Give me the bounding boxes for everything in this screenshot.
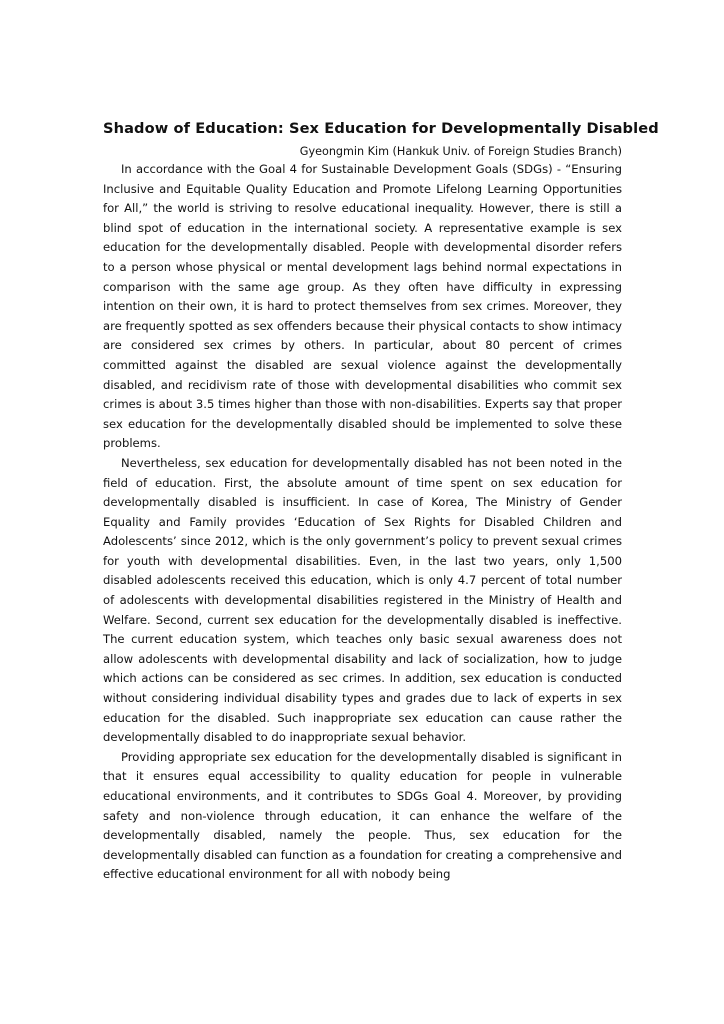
author-line: Gyeongmin Kim (Hankuk Univ. of Foreign Studies Branch) <box>299 145 622 158</box>
body-paragraph-1: In accordance with the Goal 4 for Sustainable Development Goals (SDGs) - “Ensuring Inclusive and Equitable Quality Education and Promote Lifelong Learning Opportunities for All,” the world is striving to resolve educational inequality. However, there is still a blind spot of education in the international society. A representative example is sex education for the developmentally disabled. People with developmental disorder refers to a person whose physical or mental development lags behind normal expectations in comparison with the same age group. As they often have difficulty in expressing intention on their own, it is hard to protect themselves from sex crimes. Moreover, they are frequently spotted as sex offenders because their physical contacts to show intimacy are considered sex crimes by others. In particular, about 80 percent of crimes committed against the disabled are sexual violence against the developmentally disabled, and recidivism rate of those with developmental disabilities who commit sex crimes is about 3.5 times higher than those with non-disabilities. Experts say that proper sex education for the developmentally disabled should be implemented to solve these problems. <box>103 162 622 451</box>
body-paragraph-2: Nevertheless, sex education for developmentally disabled has not been noted in the field of education. First, the absolute amount of time spent on sex education for developmentally disabled is insufficient. In case of Korea, The Ministry of Gender Equality and Family provides ‘Education of Sex Rights for Disabled Children and Adolescents’ since 2012, which is the only government’s policy to prevent sexual crimes for youth with developmental disabilities. Even, in the last two years, only 1,500 disabled adolescents received this education, which is only 4.7 percent of total number of adolescents with developmental disabilities registered in the Ministry of Health and Welfare. Second, current sex education for the developmentally disabled is ineffective. The current education system, which teaches only basic sexual awareness does not allow adolescents with developmental disability and lack of socialization, how to judge which actions can be considered as sec crimes. In addition, sex education is conducted without considering individual disability types and grades due to lack of experts in sex education for the disabled. Such inappropriate sex education can cause rather the developmentally disabled to do inappropriate sexual behavior. <box>103 455 622 745</box>
body-paragraph-3: Providing appropriate sex education for the developmentally disabled is significant in that it ensures equal accessibility to quality education for people in vulnerable educational environments, and it contributes to SDGs Goal 4. Moreover, by providing safety and non-violence through education, it can enhance the welfare of the developmentally disabled, namely the people. Thus, sex education for the developmentally disabled can function as a foundation for creating a comprehensive and effective educational environment for all with nobody being <box>103 749 622 882</box>
document-title: Shadow of Education: Sex Education for Developmentally Disabled <box>103 120 659 137</box>
document-page <box>103 120 659 885</box>
